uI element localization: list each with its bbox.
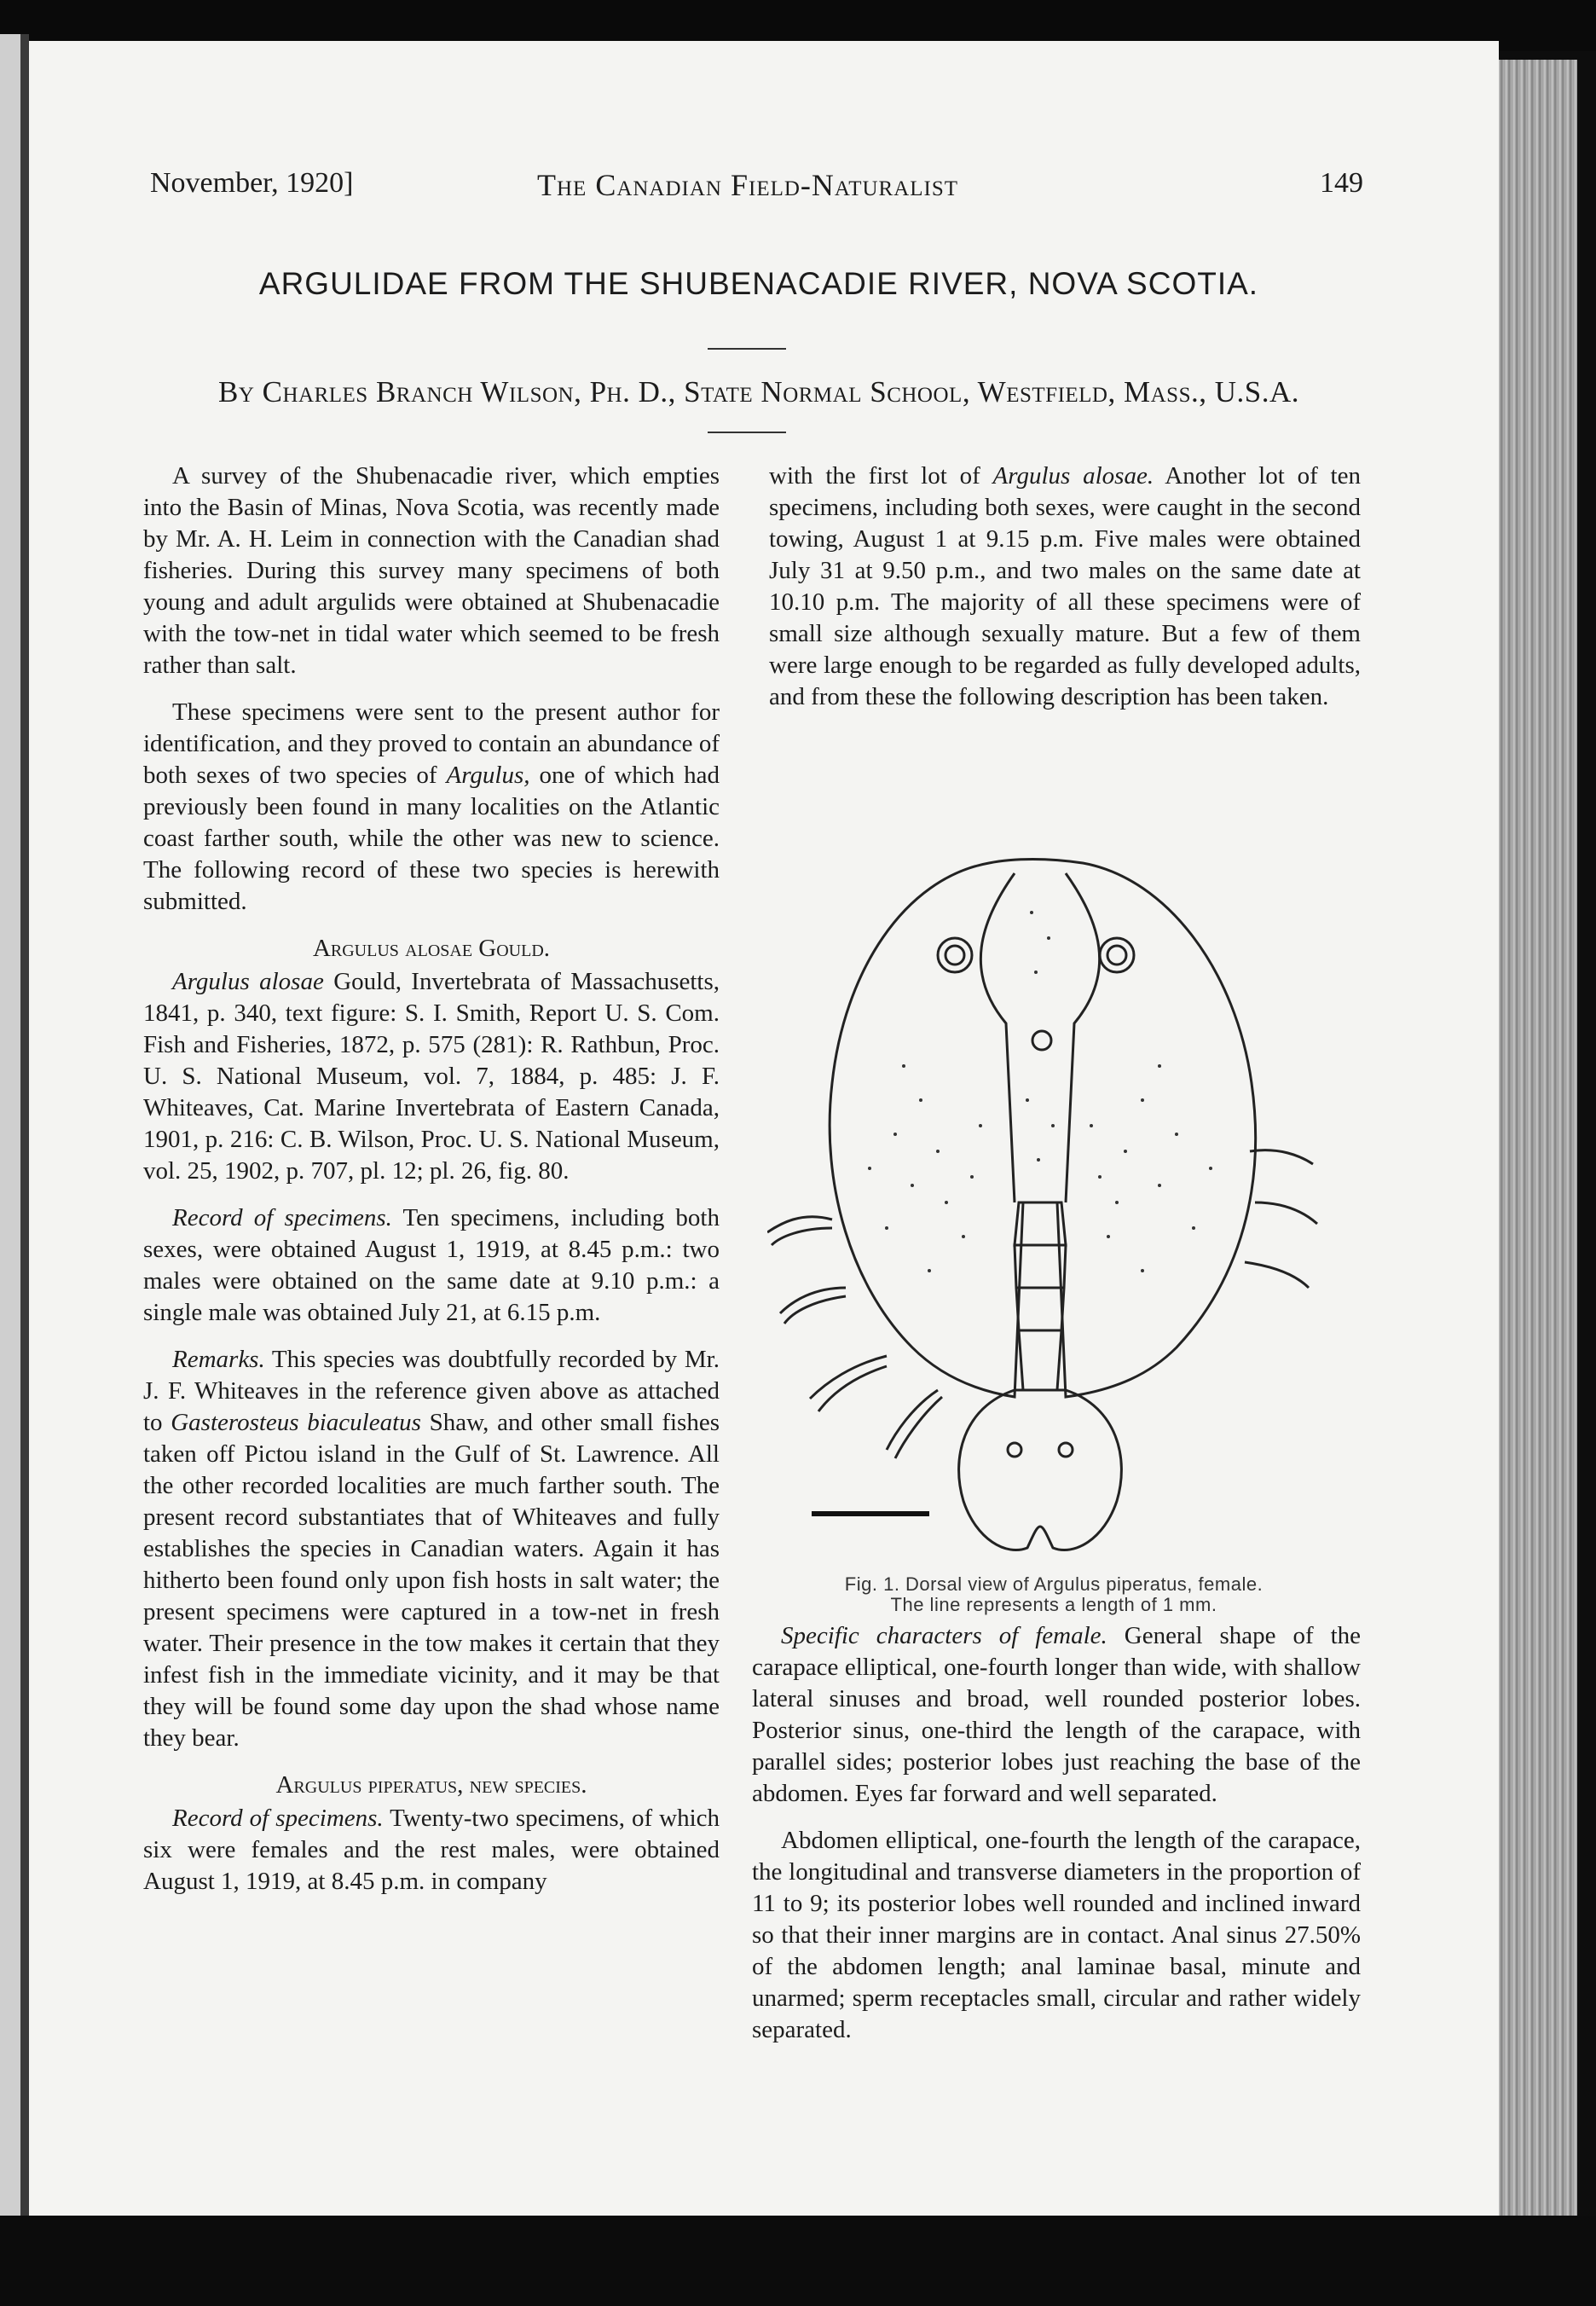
record-of-specimens-alosae: Record of specimens. Ten specimens, including both sexes, were obtained August 1, 1919, at 8.45 p.m.: two males were obtained on the same date at 9.10 p.m.: a single male was obtained July 21, at 6.15 p.m.	[143, 1204, 720, 1326]
median-area	[980, 873, 1015, 1202]
abdomen-paragraph: Abdomen elliptical, one-fourth the length of the carapace, the longitudinal and transverse diameters in the proportion of 11 to 9; its posterior lobes well rounded and inclined inward so that their inner margins are in contact. Anal sinus 27.50% of the abdomen length; anal laminae basal, minute and unarmed; sperm receptacles small, circular and rather widely separated.	[752, 1827, 1361, 2043]
author-byline: By Charles Branch Wilson, Ph. D., State Normal School, Westfield, Mass., U.S.A.	[217, 375, 1299, 408]
abdomen-outline	[959, 1390, 1122, 1550]
issue-date: November, 1920]	[150, 167, 354, 199]
right-column-top	[769, 461, 1361, 728]
argulus-dorsal-view-figure	[767, 844, 1381, 1569]
intro-paragraph: A survey of the Shubenacadie river, which empties into the Basin of Minas, Nova Scotia, was recently made by Mr. A. H. Leim in connection with the Canadian shad fisheries. During this survey many specimens of both young and adult argulids were obtained at Shubenacadie with the tow-net in tidal water which seemed to be fresh rather than salt.	[143, 462, 720, 679]
book-gutter	[20, 34, 29, 2217]
synonymy-reference: Argulus alosae Gould, Invertebrata of Massachusetts, 1841, p. 340, text figure: S. I. Smith, Report U. S. Com. Fish and Fisheries, 1872, p. 575 (281): R. Rathbun, Proc. U. S. National Museum, vol. 7, 1884, p. 485: J. F. Whiteaves, Cat. Marine Invertebrata of Eastern Canada, 1901, p. 216: C. B. Wilson, Proc. U. S. National Museum, vol. 25, 1902, p. 707, pl. 12; pl. 26, fig. 80.	[143, 968, 720, 1185]
carapace-outline	[830, 860, 1256, 1398]
continued-paragraph: with the first lot of Argulus alosae. Another lot of ten specimens, including both sexes, were caught in the second towing, August 1 at 9.15 p.m. Five males were obtained July 31 at 9.50 p.m., and two males on the same date at 10.10 p.m. The majority of all these specimens were of small size although sexually mature. But a few of them were large enough to be regarded as fully developed adults, and from these the following description has been taken.	[769, 462, 1361, 710]
title-rule	[708, 348, 786, 350]
right-column-bottom	[752, 1620, 1361, 2061]
byline-rule	[708, 432, 786, 433]
specific-characters-paragraph: Specific characters of female. General shape of the carapace elliptical, one-fourth longer than wide, with shallow lateral sinuses and broad, well rounded posterior lobes. Posterior sinus, one-third the length of the carapace, with parallel sides; posterior lobes just reaching the base of the abdomen. Eyes far forward and well separated.	[752, 1622, 1361, 1807]
article-title: ARGULIDAE FROM THE SHUBENACADIE RIVER, NOVA SCOTIA.	[258, 266, 1259, 301]
leg-right-1	[1250, 1150, 1313, 1164]
left-eye	[938, 938, 972, 972]
leg-left-1	[767, 1217, 832, 1245]
species-heading-piperatus: Argulus piperatus, new species.	[275, 1771, 587, 1799]
journal-title: The Canadian Field-Naturalist	[537, 168, 959, 202]
page-stack-edges	[1496, 60, 1577, 2226]
facing-page-edge	[0, 34, 20, 2217]
page-number: 149	[1320, 167, 1363, 199]
record-of-specimens-piperatus: Record of specimens. Twenty-two specimens, of which six were females and the rest males, were obtained August 1, 1919, at 8.45 p.m. in company	[143, 1805, 720, 1895]
species-heading-alosae: Argulus alosae Gould.	[312, 935, 551, 962]
left-column	[143, 461, 720, 1913]
specimens-paragraph: These specimens were sent to the present author for identification, and they proved to contain an abundance of both sexes of two species of Argulus, one of which had previously been found in many localities on the Atlantic coast farther south, while the other was new to science. The following record of these two species is herewith submitted.	[143, 698, 720, 915]
remarks-paragraph: Remarks. This species was doubtfully recorded by Mr. J. F. Whiteaves in the reference given above as attached to Gasterosteus biaculeatus Shaw, and other small fishes taken off Pictou island in the Gulf of St. Lawrence. All the other recorded localities are much farther south. The present record substantiates that of Whiteaves and fully establishes the species in Canadian waters. Again it has hitherto been found only upon fish hosts in salt water; the present specimens were captured in a tow-net in fresh water. Their presence in the tow makes it certain that they infest fish in the immediate vicinity, and it may be that they will be found some day upon the shad whose name they bear.	[143, 1346, 720, 1752]
genus-name: Argulus,	[446, 762, 530, 789]
figure-caption: Fig. 1. Dorsal view of Argulus piperatus, female. The line represents a length of 1 mm.	[844, 1573, 1264, 1615]
scan-bottom-border	[0, 2216, 1596, 2306]
host-species-name: Gasterosteus biaculeatus	[171, 1409, 421, 1436]
central-sucker	[1032, 1031, 1051, 1050]
right-eye	[1100, 938, 1134, 972]
